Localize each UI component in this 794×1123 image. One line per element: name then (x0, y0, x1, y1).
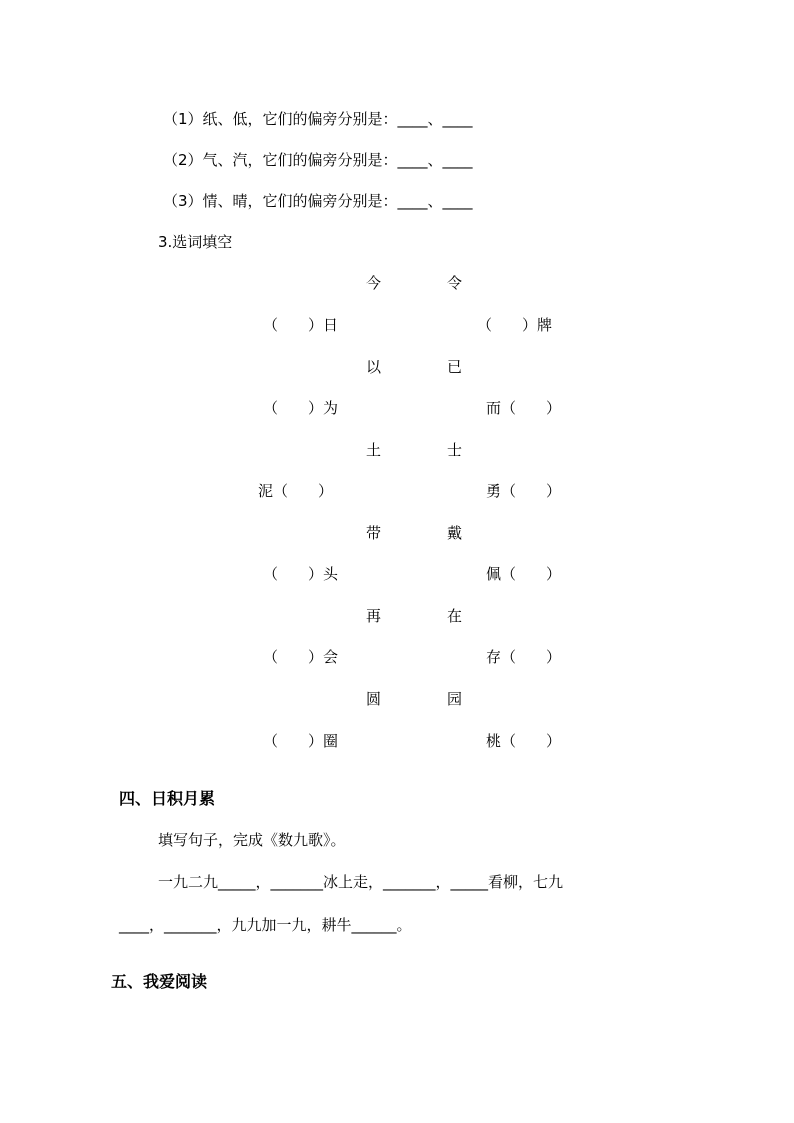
pair-1-char-b: 令 (447, 274, 463, 292)
radical-question-2: （2）气、汽，它们的偏旁分别是：____、____ (163, 151, 473, 169)
pair-2-blank-a: （ ）为 (263, 399, 339, 417)
radical-question-1: （1）纸、低，它们的偏旁分别是：____、____ (163, 110, 473, 128)
pair-2-blank-b: 而（ ） (486, 399, 562, 417)
pair-5-blank-b: 存（ ） (486, 648, 562, 666)
pair-2-char-a: 以 (366, 358, 382, 376)
pair-1-char-a: 今 (366, 274, 382, 292)
poem-line-1: 一九二九_____，_______冰上走，_______，_____看柳，七九 (158, 873, 564, 891)
section-4-instruction: 填写句子，完成《数九歌》。 (158, 831, 346, 849)
radical-question-3: （3）情、晴，它们的偏旁分别是：____、____ (163, 192, 473, 210)
pair-3-char-a: 土 (366, 441, 382, 459)
pair-3-blank-b: 勇（ ） (486, 482, 562, 500)
pair-6-blank-b: 桃（ ） (486, 732, 562, 750)
pair-2-char-b: 已 (447, 358, 463, 376)
section-4-heading: 四、日积月累 (119, 789, 216, 808)
fill-in-words-title: 3.选词填空 (158, 233, 233, 251)
pair-4-blank-a: （ ）头 (263, 565, 339, 583)
pair-5-char-a: 再 (366, 607, 382, 625)
pair-1-blank-a: （ ）日 (263, 316, 339, 334)
section-5-heading: 五、我爱阅读 (111, 972, 208, 991)
pair-3-blank-a: 泥（ ） (258, 482, 334, 500)
pair-1-blank-b: （ ）牌 (477, 316, 553, 334)
pair-4-blank-b: 佩（ ） (486, 565, 562, 583)
pair-4-char-a: 带 (366, 524, 382, 542)
pair-3-char-b: 士 (447, 441, 463, 459)
pair-6-blank-a: （ ）圈 (263, 732, 339, 750)
pair-6-char-a: 圆 (366, 690, 382, 708)
poem-line-2: ____，_______，九九加一九，耕牛______。 (119, 916, 412, 934)
pair-5-blank-a: （ ）会 (263, 648, 339, 666)
pair-6-char-b: 园 (447, 690, 463, 708)
pair-5-char-b: 在 (447, 607, 463, 625)
pair-4-char-b: 戴 (447, 524, 463, 542)
